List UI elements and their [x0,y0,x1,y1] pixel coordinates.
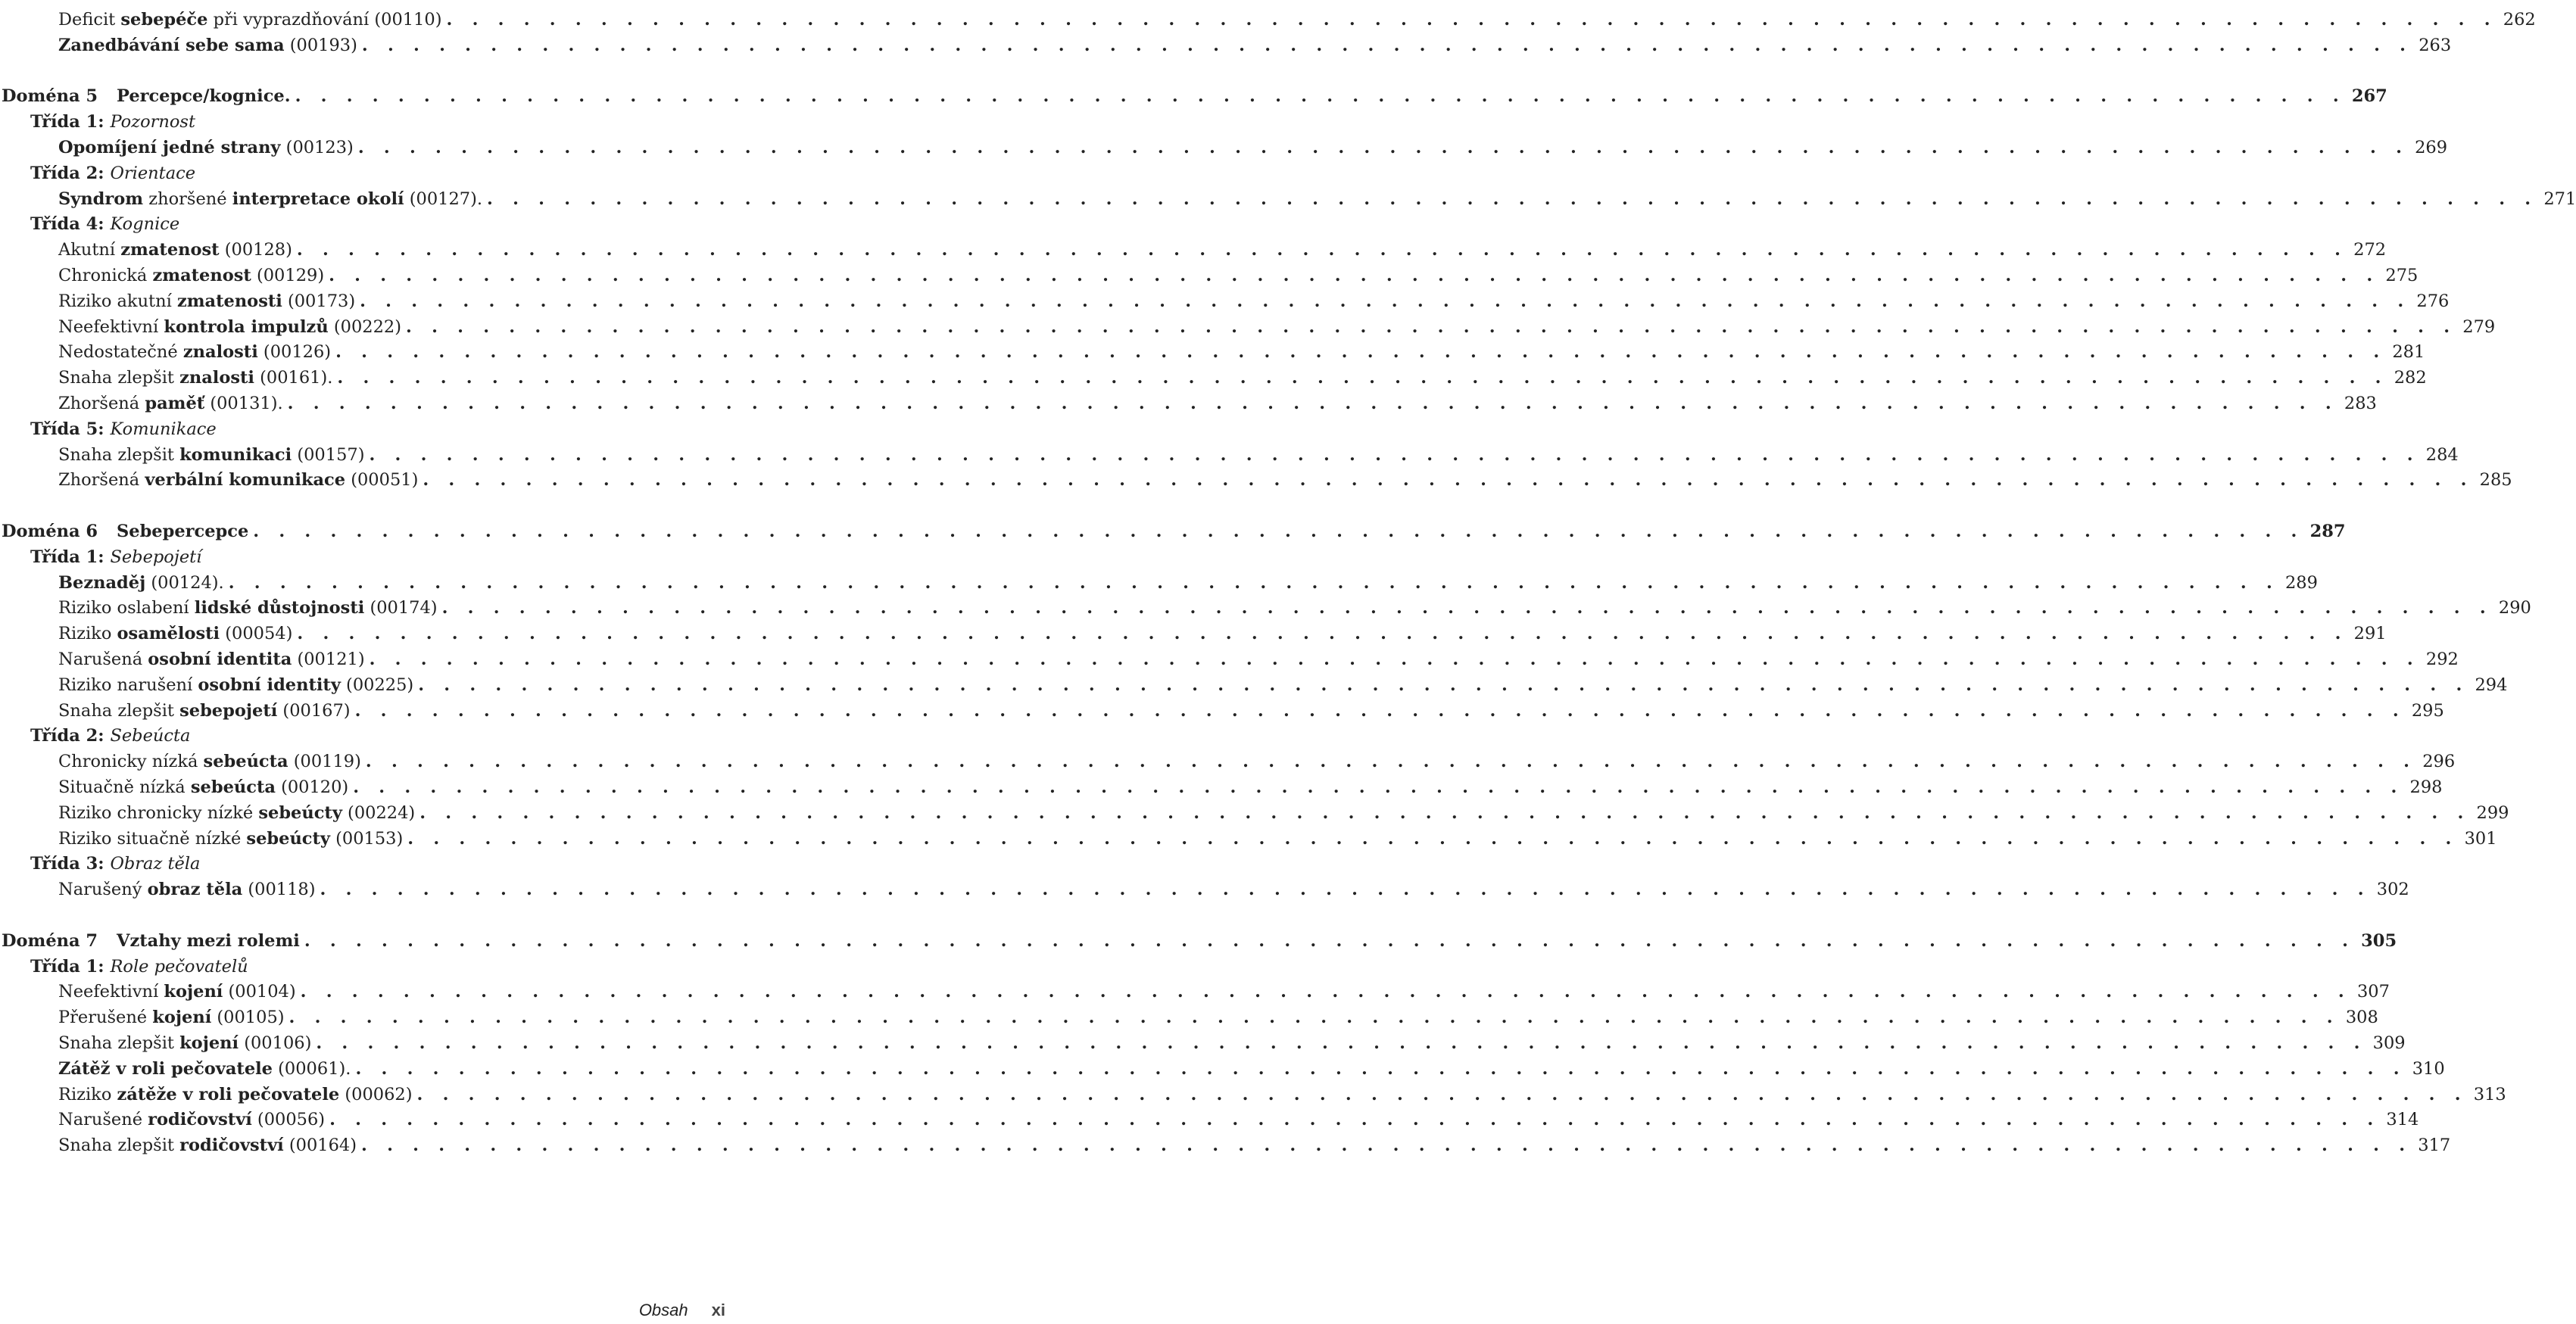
page-number: 307 [2356,982,2390,1002]
dot-leader: . . . . . . . . . . . . . . . . . . . . . . . . . . . . . . . . . . . . . . . . . . . . . . . . . . . . . . . . . . . . . . . . . . . . . . . . . . . . . . . . [446,10,2497,30]
toc-entry-label [58,825,403,853]
toc-entry-label [58,364,332,392]
dot-leader: . . . . . . . . . . . . . . . . . . . . . . . . . . . . . . . . . . . . . . . . . . . . . . . . . . . . . . . . . . . . . . . . . . . . . . . . . . . . . . . . [406,316,2457,337]
label-fragment: Opomíjení jedné strany [58,138,281,157]
label-fragment: verbální komunikace [145,470,346,491]
label-fragment: (00121) [292,650,365,669]
label-fragment: (00161). [254,368,333,388]
dot-leader: . . . . . . . . . . . . . . . . . . . . . . . . . . . . . . . . . . . . . . . . . . . . . . . . . . . . . . . . . . . . . . . . . . . . . . . . . . . . . . . . [357,138,2409,157]
label-fragment: Třída 1: [30,112,111,132]
toc-entry[interactable] [0,390,2377,418]
label-fragment: Narušený [58,880,148,900]
label-fragment: Komunikace [110,419,217,439]
label-fragment: (00157) [292,444,365,465]
label-fragment: Chronická [58,266,153,285]
label-fragment: Třída 1: [30,547,111,567]
label-fragment: Snaha zlepšit [58,368,180,388]
toc-entry-label [58,441,364,469]
label-fragment: (00225) [340,674,414,695]
toc-entry-label [58,466,418,494]
page-footer [639,1299,725,1322]
toc-entry[interactable] [0,1055,2445,1083]
toc-entry[interactable] [0,774,2443,802]
page-number: 272 [2353,240,2387,260]
label-fragment: při vyprazdňování (00110) [207,10,442,30]
label-fragment: kojení [179,1033,239,1053]
toc-entry-label [58,32,357,60]
toc-entry[interactable] [0,32,2452,60]
toc-entry[interactable] [0,748,2456,776]
label-fragment: (00173) [282,291,356,311]
toc-entry[interactable] [0,569,2318,597]
toc-entry-label [58,185,482,213]
label-fragment: Třída 3: [30,854,111,874]
domain-number: Doména 7 [2,930,98,951]
toc-entry-label [58,876,316,904]
label-fragment: Riziko oslabení [58,598,195,618]
label-fragment: sebepéče [120,10,208,30]
page-number: 267 [2351,86,2387,107]
dot-leader: . . . . . . . . . . . . . . . . . . . . . . . . . . . . . . . . . . . . . . . . . . . . . . . . . . . . . . . . . . . . . . . . . . . . . . . . . . . . . . . . [369,650,2420,669]
dot-leader: . . . . . . . . . . . . . . . . . . . . . . . . . . . . . . . . . . . . . . . . . . . . . . . . . . . . . . . . . . . . . . . . . . . . . . . . . . . . . . . . [416,1084,2468,1104]
label-fragment: (00105) [211,1008,285,1028]
toc-entry[interactable] [0,1030,2406,1058]
toc-entry[interactable] [0,262,2419,290]
label-fragment: Neefektivní [58,316,164,337]
page-number: 281 [2392,342,2425,363]
toc-entry-label [58,390,283,418]
toc-class-heading[interactable] [0,722,756,750]
label-fragment: kontrola impulzů [164,316,329,337]
toc-entry-label [30,544,201,572]
page-number: 305 [2361,930,2397,951]
label-fragment: (00106) [239,1033,312,1053]
label-fragment: Snaha zlepšit [58,700,180,721]
label-fragment: Třída 4: [30,214,111,235]
toc-entry-label [30,850,200,878]
dot-leader: . . . . . . . . . . . . . . . . . . . . . . . . . . . . . . . . . . . . . . . . . . . . . . . . . . . . . . . . . . . . . . . . . . . . . . . . . . . . . . . . [297,624,2348,644]
label-fragment: (00164) [283,1136,357,1156]
toc-class-heading[interactable] [0,544,756,572]
label-fragment: Nedostatečné [58,342,183,363]
label-fragment: Zátěž v roli pečovatele [58,1058,273,1079]
toc-class-heading[interactable] [0,953,756,981]
label-fragment: Riziko [58,624,117,644]
page-number: 275 [2385,266,2419,285]
page-number: 276 [2416,291,2450,311]
dot-leader: . . . . . . . . . . . . . . . . . . . . . . . . . . . . . . . . . . . . . . . . . . . . . . . . . . . . . . . . . . . . . . . . . . . . . . . . . . . . . . . . [320,880,2371,900]
toc-entry[interactable] [0,288,2450,316]
domain-number: Doména 6 [2,522,98,541]
label-fragment: Narušená [58,650,148,669]
toc-entry[interactable] [0,594,2531,622]
label-fragment: Riziko [58,1084,117,1104]
toc-entry-label [58,1030,311,1058]
label-fragment: (00129) [251,266,325,285]
label-fragment: Neefektivní [58,982,164,1002]
label-fragment: (00123) [280,138,354,157]
page-number: 269 [2415,138,2448,157]
label-fragment: Beznaděj [58,572,146,593]
label-fragment: osamělosti [117,624,220,644]
toc-entry[interactable] [0,978,2390,1006]
dot-leader: . . . . . . . . . . . . . . . . . . . . . . . . . . . . . . . . . . . . . . . . . . . . . . . . . . . . . . . . . . . . . . . . . . . . . . . . . . . . . . . . [441,598,2493,618]
toc-entry-label [58,134,354,162]
toc-class-heading[interactable] [0,108,756,136]
label-fragment: Zhoršená [58,394,145,413]
label-fragment: (00119) [288,752,361,772]
label-fragment: Orientace [110,163,196,183]
toc-entry-label [58,1106,325,1134]
label-fragment: obraz těla [147,880,243,900]
label-fragment: Riziko chronicky nízké [58,802,259,823]
label-fragment: Pozornost [110,112,196,132]
toc-entry-label [58,1132,357,1160]
toc-entry-label [58,236,292,264]
label-fragment: zmatenosti [176,291,282,311]
toc-entry-label [30,416,217,444]
toc-entry-label [58,748,361,776]
label-fragment: Třída 2: [30,726,111,746]
label-fragment: Snaha zlepšit [58,444,180,465]
label-fragment: (00193) [284,35,357,55]
toc-entry-label [58,288,355,316]
page-number: 289 [2284,572,2318,593]
label-fragment: sebeúcta [190,777,276,797]
toc-entry-label [58,1004,285,1032]
label-fragment: Situačně nízká [58,777,191,797]
dot-leader: . . . . . . . . . . . . . . . . . . . . . . . . . . . . . . . . . . . . . . . . . . . . . . . . . . . . . . . . . . . . . . . . . . . . . . . . . . . . . . . . [316,1033,2367,1053]
toc-entry[interactable] [0,799,2509,827]
label-fragment: Chronicky nízká [58,752,204,772]
dot-leader: . . . . . . . . . . . . . . . . . . . . . . . . . . . . . . . . . . . . . . . . . . . . . . . . . . . . . . . . . . . . . . . . . . . . . . . . . . . . . . . . [419,802,2471,823]
dot-leader: . . . . . . . . . . . . . . . . . . . . . . . . . . . . . . . . . . . . . . . . . . . . . . . . . . . . . . . . . . . . . . . . . . . . . . . . . . . . . . . . [353,777,2404,797]
page-number: 283 [2344,394,2377,413]
dot-leader: . . . . . . . . . . . . . . . . . . . . . . . . . . . . . . . . . . . . . . . . . . . . . . . . . . . . . . . . . . . . . . . . . . . . . . . . . . . . . . . . [418,674,2469,695]
page-number: 309 [2372,1033,2406,1053]
label-fragment: Sebepercepce [117,522,249,541]
label-fragment: Kognice [110,214,180,235]
page-number: 302 [2376,880,2409,900]
label-fragment: (00118) [242,880,316,900]
label-fragment: (00104) [223,982,296,1002]
toc-entry-label [2,927,300,955]
dot-leader: . . . . . . . . . . . . . . . . . . . . . . . . . . . . . . . . . . . . . . . . . . . . . . . . . . . . . . . . . . . . . . . . . . . . . . . . . . . . . . . . [369,444,2420,465]
label-fragment: (00124). [145,572,224,593]
toc-entry[interactable] [0,6,2536,34]
page-number: 279 [2462,316,2496,337]
page-number: 310 [2412,1058,2445,1079]
label-fragment: rodičovství [148,1110,252,1130]
label-fragment: Vztahy mezi rolemi [117,930,300,951]
toc-entry[interactable] [0,697,2444,725]
dot-leader: . . . . . . . . . . . . . . . . . . . . . . . . . . . . . . . . . . . . . . . . . . . . . . . . . . . . . . . . . . . . . . . . . . . . . . . . . . . . . . . . [360,291,2411,311]
label-fragment: Zanedbávání sebe sama [58,35,285,55]
label-fragment: paměť [145,394,205,413]
label-fragment: zmatenost [152,266,251,285]
label-fragment: Přerušené [58,1008,153,1028]
label-fragment: Riziko akutní [58,291,177,311]
label-fragment: (00174) [364,598,438,618]
label-fragment: Riziko narušení [58,674,198,695]
label-fragment: Role pečovatelů [110,956,248,977]
page-number: 287 [2309,522,2346,541]
page-number: 298 [2409,777,2443,797]
label-fragment: Obraz těla [110,854,201,874]
toc-class-heading[interactable] [0,416,756,444]
toc-entry-label [58,671,413,699]
toc-entry-label [58,6,442,34]
toc-entry[interactable] [0,313,2496,341]
label-fragment: Sebepojetí [110,547,202,567]
label-fragment: (00224) [341,802,416,823]
label-fragment: sebeúcty [258,802,342,823]
label-fragment: Sebeúcta [110,726,191,746]
page-number: 282 [2394,368,2427,388]
toc-class-heading[interactable] [0,850,756,878]
dot-leader: . . . . . . . . . . . . . . . . . . . . . . . . . . . . . . . . . . . . . . . . . . . . . . . . . . . . . . . . . . . . . . . . . . . . . . . . . . . . . . . . [253,522,2304,541]
domain-number: Doména 5 [2,86,98,107]
toc-entry[interactable] [0,364,2427,392]
toc-domain-heading[interactable] [0,518,2346,546]
label-fragment: Snaha zlepšit [58,1033,180,1053]
label-fragment: (00167) [277,700,351,721]
dot-leader: . . . . . . . . . . . . . . . . . . . . . . . . . . . . . . . . . . . . . . . . . . . . . . . . . . . . . . . . . . . . . . . . . . . . . . . . . . . . . . . . [361,35,2413,55]
toc-entry-label [58,799,415,827]
label-fragment: Narušené [58,1110,148,1130]
toc-class-heading[interactable] [0,160,756,188]
toc-domain-heading[interactable] [0,83,2387,111]
label-fragment: osobní identity [198,674,341,695]
page-number: 271 [2543,188,2576,209]
toc-entry-label [30,160,195,188]
label-fragment: (00061). [273,1058,351,1079]
dot-leader: . . . . . . . . . . . . . . . . . . . . . . . . . . . . . . . . . . . . . . . . . . . . . . . . . . . . . . . . . . . . . . . . . . . . . . . . . . . . . . . . [287,394,2338,413]
footer-section-title: Obsah [638,1301,688,1319]
label-fragment: Třída 2: [30,163,111,183]
toc-entry-label [58,594,438,622]
toc-entry-label [58,978,296,1006]
dot-leader: . . . . . . . . . . . . . . . . . . . . . . . . . . . . . . . . . . . . . . . . . . . . . . . . . . . . . . . . . . . . . . . . . . . . . . . . . . . . . . . . [295,86,2346,107]
page-number: 295 [2411,700,2444,721]
toc-entry[interactable] [0,1132,2451,1160]
toc-entry[interactable] [0,1004,2378,1032]
page-number: 292 [2425,650,2459,669]
page-number: 314 [2386,1110,2419,1130]
label-fragment: (00054) [220,624,293,644]
toc-entry-label [58,338,331,366]
label-fragment: Akutní [58,240,121,260]
label-fragment: (00126) [257,342,332,363]
toc-entry[interactable] [0,620,2387,648]
toc-entry[interactable] [0,646,2459,674]
label-fragment: (00120) [275,777,349,797]
label-fragment: sebepojetí [179,700,278,721]
page-number: 296 [2422,752,2456,772]
label-fragment: (00222) [328,316,401,337]
dot-leader: . . . . . . . . . . . . . . . . . . . . . . . . . . . . . . . . . . . . . . . . . . . . . . . . . . . . . . . . . . . . . . . . . . . . . . . . . . . . . . . . [365,752,2417,772]
toc-entry-label [58,1055,351,1083]
toc-entry-label [30,722,190,750]
toc-entry[interactable] [0,671,2508,699]
page-number: 313 [2473,1084,2506,1104]
dot-leader: . . . . . . . . . . . . . . . . . . . . . . . . . . . . . . . . . . . . . . . . . . . . . . . . . . . . . . . . . . . . . . . . . . . . . . . . . . . . . . . . [296,240,2348,260]
label-fragment: Zhoršená [58,470,145,491]
label-fragment: Třída 1: [30,956,111,977]
dot-leader: . . . . . . . . . . . . . . . . . . . . . . . . . . . . . . . . . . . . . . . . . . . . . . . . . . . . . . . . . . . . . . . . . . . . . . . . . . . . . . . . [355,1058,2406,1079]
toc-entry-label [58,620,292,648]
toc-entry[interactable] [0,466,2512,494]
footer-page-number: xi [711,1301,725,1319]
label-fragment: sebeúcty [246,828,330,849]
label-fragment: rodičovství [179,1136,284,1156]
label-fragment: lidské důstojnosti [194,598,365,618]
dot-leader: . . . . . . . . . . . . . . . . . . . . . . . . . . . . . . . . . . . . . . . . . . . . . . . . . . . . . . . . . . . . . . . . . . . . . . . . . . . . . . . . [337,368,2388,388]
toc-entry-label [2,83,291,111]
dot-leader: . . . . . . . . . . . . . . . . . . . . . . . . . . . . . . . . . . . . . . . . . . . . . . . . . . . . . . . . . . . . . . . . . . . . . . . . . . . . . . . . [228,572,2279,593]
toc-entry[interactable] [0,236,2387,264]
toc-entry-label [58,774,348,802]
page-number: 317 [2418,1136,2451,1156]
label-fragment: (00056) [251,1110,326,1130]
dot-leader: . . . . . . . . . . . . . . . . . . . . . . . . . . . . . . . . . . . . . . . . . . . . . . . . . . . . . . . . . . . . . . . . . . . . . . . . . . . . . . . . [354,700,2406,721]
label-fragment: interpretace okolí [232,188,404,209]
toc-domain-heading[interactable] [0,927,2397,955]
page-number: 285 [2479,470,2512,491]
toc-entry-label [58,313,401,341]
toc-entry[interactable] [0,185,2576,213]
toc-class-heading[interactable] [0,210,756,238]
toc-entry[interactable] [0,825,2497,853]
toc-entry-label [58,569,224,597]
label-fragment: komunikaci [179,444,292,465]
page-number: 299 [2476,802,2509,823]
dot-leader: . . . . . . . . . . . . . . . . . . . . . . . . . . . . . . . . . . . . . . . . . . . . . . . . . . . . . . . . . . . . . . . . . . . . . . . . . . . . . . . . [304,930,2356,951]
dot-leader: . . . . . . . . . . . . . . . . . . . . . . . . . . . . . . . . . . . . . . . . . . . . . . . . . . . . . . . . . . . . . . . . . . . . . . . . . . . . . . . . [487,188,2538,209]
label-fragment: (00153) [329,828,404,849]
label-fragment: Percepce/kognice. [117,86,291,107]
page-number: 308 [2345,1008,2378,1028]
toc-entry[interactable] [0,1081,2506,1109]
page-number: 294 [2475,674,2508,695]
toc-entry-label [58,697,351,725]
toc-entry[interactable] [0,1106,2419,1134]
label-fragment: Riziko situačně nízké [58,828,247,849]
toc-entry-label [58,1081,413,1109]
label-fragment: sebeúcta [203,752,288,772]
label-fragment: Deficit [58,10,121,30]
dot-leader: . . . . . . . . . . . . . . . . . . . . . . . . . . . . . . . . . . . . . . . . . . . . . . . . . . . . . . . . . . . . . . . . . . . . . . . . . . . . . . . . [361,1136,2412,1156]
page-number: 263 [2419,35,2452,55]
page-number: 301 [2464,828,2497,849]
label-fragment: kojení [164,982,223,1002]
label-fragment: znalosti [182,342,258,363]
toc-entry-label [30,108,195,136]
dot-leader: . . . . . . . . . . . . . . . . . . . . . . . . . . . . . . . . . . . . . . . . . . . . . . . . . . . . . . . . . . . . . . . . . . . . . . . . . . . . . . . . [407,828,2459,849]
dot-leader: . . . . . . . . . . . . . . . . . . . . . . . . . . . . . . . . . . . . . . . . . . . . . . . . . . . . . . . . . . . . . . . . . . . . . . . . . . . . . . . . [335,342,2387,363]
label-fragment: (00131). [204,394,283,413]
dot-leader: . . . . . . . . . . . . . . . . . . . . . . . . . . . . . . . . . . . . . . . . . . . . . . . . . . . . . . . . . . . . . . . . . . . . . . . . . . . . . . . . [423,470,2474,491]
label-fragment: Snaha zlepšit [58,1136,180,1156]
label-fragment: kojení [152,1008,212,1028]
dot-leader: . . . . . . . . . . . . . . . . . . . . . . . . . . . . . . . . . . . . . . . . . . . . . . . . . . . . . . . . . . . . . . . . . . . . . . . . . . . . . . . . [329,1110,2381,1130]
label-fragment: (00127). [404,188,483,209]
toc-entry-label [58,646,365,674]
label-fragment: zmatenost [120,240,220,260]
toc-entry-label [58,262,324,290]
toc-entry[interactable] [0,338,2425,366]
label-fragment: zhoršené [143,188,232,209]
label-fragment: Třída 5: [30,419,111,439]
dot-leader: . . . . . . . . . . . . . . . . . . . . . . . . . . . . . . . . . . . . . . . . . . . . . . . . . . . . . . . . . . . . . . . . . . . . . . . . . . . . . . . . [300,982,2351,1002]
dot-leader: . . . . . . . . . . . . . . . . . . . . . . . . . . . . . . . . . . . . . . . . . . . . . . . . . . . . . . . . . . . . . . . . . . . . . . . . . . . . . . . . [288,1008,2340,1028]
page-number: 262 [2503,10,2536,30]
dot-leader: . . . . . . . . . . . . . . . . . . . . . . . . . . . . . . . . . . . . . . . . . . . . . . . . . . . . . . . . . . . . . . . . . . . . . . . . . . . . . . . . [329,266,2380,285]
label-fragment: znalosti [179,368,254,388]
toc-entry[interactable] [0,134,2448,162]
label-fragment: (00051) [345,470,419,491]
toc-entry-label [30,953,248,981]
page-number: 284 [2425,444,2459,465]
label-fragment: (00128) [219,240,292,260]
toc-entry-label [30,210,179,238]
toc-entry-label [2,518,248,546]
page-number: 291 [2353,624,2387,644]
label-fragment: osobní identita [148,650,292,669]
toc-entry[interactable] [0,441,2459,469]
label-fragment: Syndrom [58,188,144,209]
toc-entry[interactable] [0,876,2409,904]
label-fragment: zátěže v roli pečovatele [117,1084,340,1104]
label-fragment: (00062) [339,1084,413,1104]
page-number: 290 [2498,598,2531,618]
